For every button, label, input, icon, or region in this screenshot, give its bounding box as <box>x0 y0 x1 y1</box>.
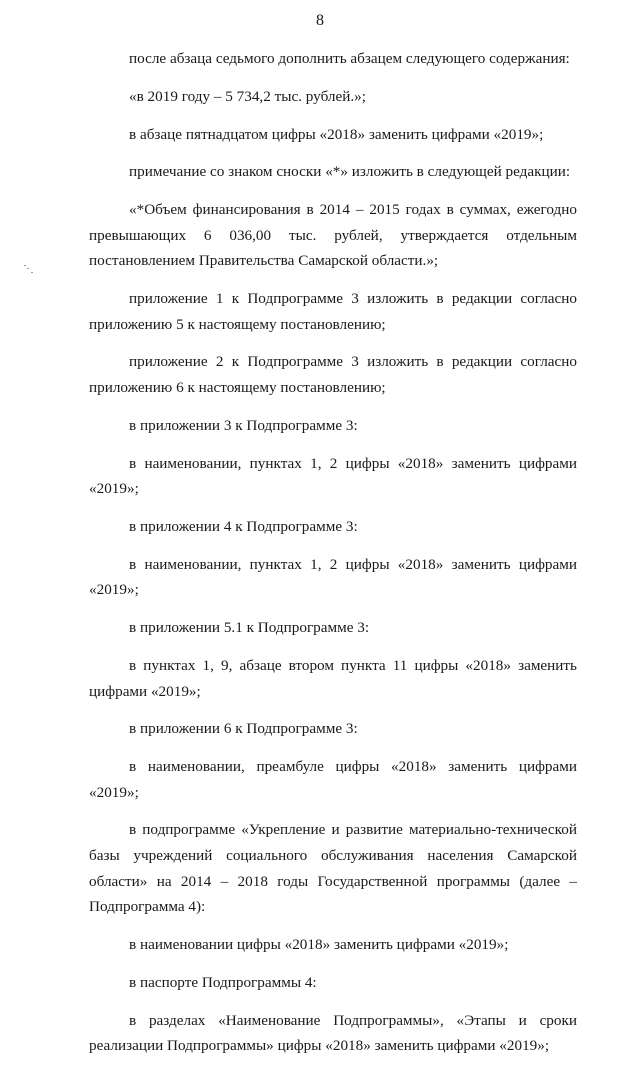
paragraph: в наименовании, пунктах 1, 2 цифры «2018» заменить цифрами «2019»; <box>89 555 577 599</box>
paragraph: приложение 2 к Подпрограмме 3 изложить в редакции согласно приложению 6 к настоящему постановлению; <box>89 353 577 397</box>
paragraph: «в 2019 году – 5 734,2 тыс. рублей.»; <box>129 87 366 105</box>
paragraph: в приложении 4 к Подпрограмме 3: <box>129 518 358 535</box>
paragraph: в наименовании, пунктах 1, 2 цифры «2018» заменить цифрами «2019»; <box>89 454 577 498</box>
scan-artifact <box>27 268 29 269</box>
paragraph: в абзаце пятнадцатом цифры «2018» заменить цифрами «2019»; <box>129 125 544 143</box>
paragraph: в подпрограмме «Укрепление и развитие материально-технической базы учреждений социального обслуживания населения Самарской области» на 2014 – 2018 годы Государственной программы (далее – Подпрограмма 4): <box>89 821 577 916</box>
paragraph: в приложении 5.1 к Подпрограмме 3: <box>129 619 370 637</box>
paragraph: в пунктах 1, 9, абзаце втором пункта 11 цифры «2018» заменить цифрами «2019»; <box>89 656 577 700</box>
paragraph: в приложении 6 к Подпрограмме 3: <box>129 720 358 738</box>
scan-artifact <box>31 272 33 273</box>
paragraph: в разделах «Наименование Подпрограммы», «Этапы и сроки реализации Подпрограммы» цифры «2018» заменить цифрами «2019»; <box>89 1011 577 1055</box>
scan-artifact <box>24 265 26 266</box>
document-body <box>89 46 577 1071</box>
paragraph: приложение 1 к Подпрограмме 3 изложить в редакции согласно приложению 5 к настоящему постановлению; <box>89 290 577 333</box>
page-number: 8 <box>316 12 324 29</box>
paragraph: в наименовании цифры «2018» заменить цифрами «2019»; <box>129 936 509 954</box>
paragraph: после абзаца седьмого дополнить абзацем следующего содержания: <box>129 50 570 67</box>
paragraph: в наименовании, преамбуле цифры «2018» заменить цифрами «2019»; <box>89 758 577 801</box>
paragraph: в паспорте Подпрограммы 4: <box>129 973 317 991</box>
paragraph: «*Объем финансирования в 2014 – 2015 годах в суммах, ежегодно превышающих 6 036,00 тыс. рублей, утверждается отдельным постановлением Правительства Самарской области.»; <box>89 201 577 270</box>
paragraph: примечание со знаком сноски «*» изложить в следующей редакции: <box>129 163 571 181</box>
paragraph: в приложении 3 к Подпрограмме 3: <box>129 416 358 434</box>
